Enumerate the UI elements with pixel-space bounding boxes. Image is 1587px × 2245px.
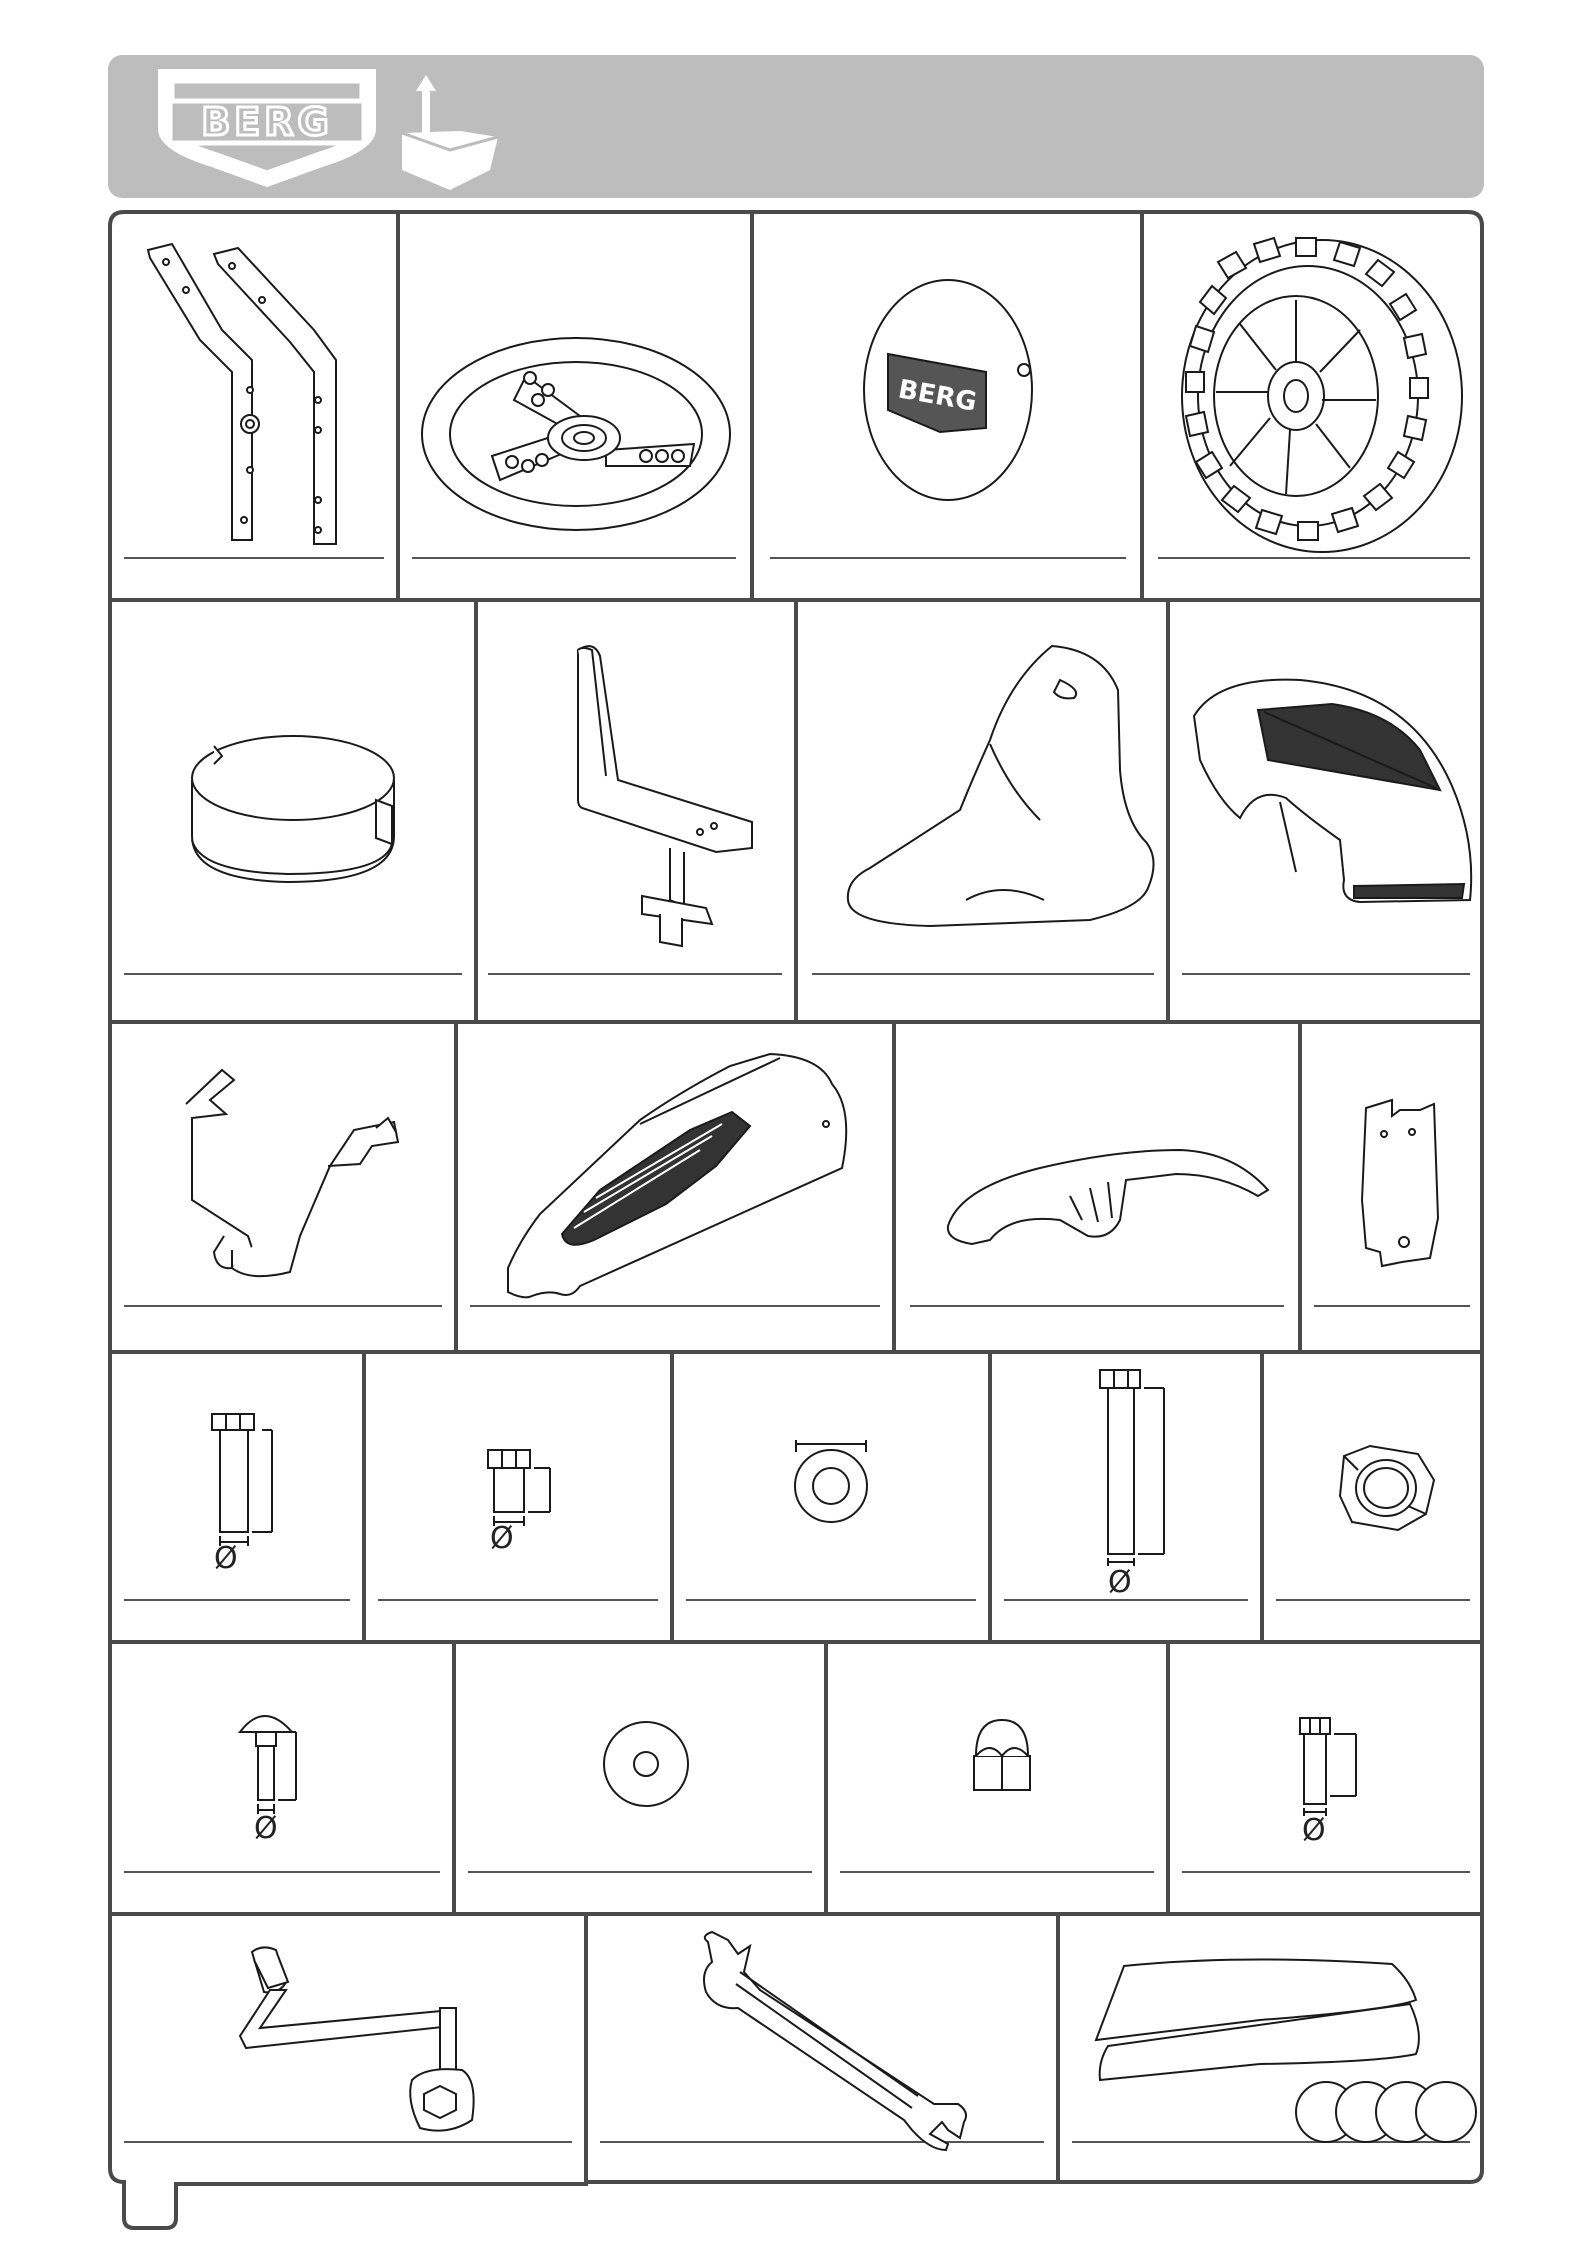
tire-wheel-icon xyxy=(1182,238,1462,552)
flat-washer-icon xyxy=(604,1722,688,1806)
bent-bracket-icon xyxy=(186,1070,398,1276)
open-end-wrench-icon xyxy=(704,1932,966,2150)
socket-wrench-icon xyxy=(240,1947,474,2130)
stickers-set-icon xyxy=(1096,1959,1476,2142)
seat-brackets-icon xyxy=(148,244,336,544)
cap-nut-icon xyxy=(974,1720,1030,1790)
hex-bolt-short-icon xyxy=(488,1450,550,1526)
hex-bolt-long-icon xyxy=(212,1414,272,1546)
hub-cap-logo-text: BERG xyxy=(895,374,979,418)
front-fender-icon xyxy=(1194,680,1471,902)
side-cover-icon xyxy=(508,1054,846,1297)
carriage-bolt-icon xyxy=(240,1716,296,1814)
hex-bolt-extra-long-icon xyxy=(1100,1370,1164,1566)
diameter-symbol: Ø xyxy=(490,1521,514,1556)
steering-wheel-icon xyxy=(422,338,730,530)
hex-nut-icon xyxy=(1340,1446,1434,1530)
diameter-symbol: Ø xyxy=(214,1541,238,1576)
rear-mudguard-icon xyxy=(948,1150,1268,1244)
wheel-hub-cap-icon xyxy=(864,280,1032,500)
hex-bolt-small-icon xyxy=(1300,1718,1356,1816)
diameter-symbol: Ø xyxy=(1108,1565,1132,1600)
logo-text: BERG xyxy=(201,100,333,144)
hub-cap-round-icon xyxy=(192,736,394,882)
diameter-symbol: Ø xyxy=(1302,1813,1326,1848)
bucket-seat-icon xyxy=(848,646,1154,926)
seat-holder-bracket-icon xyxy=(578,646,752,946)
small-plate-bracket-icon xyxy=(1362,1100,1438,1266)
washer-icon xyxy=(795,1440,867,1522)
diameter-symbol: Ø xyxy=(254,1811,278,1846)
